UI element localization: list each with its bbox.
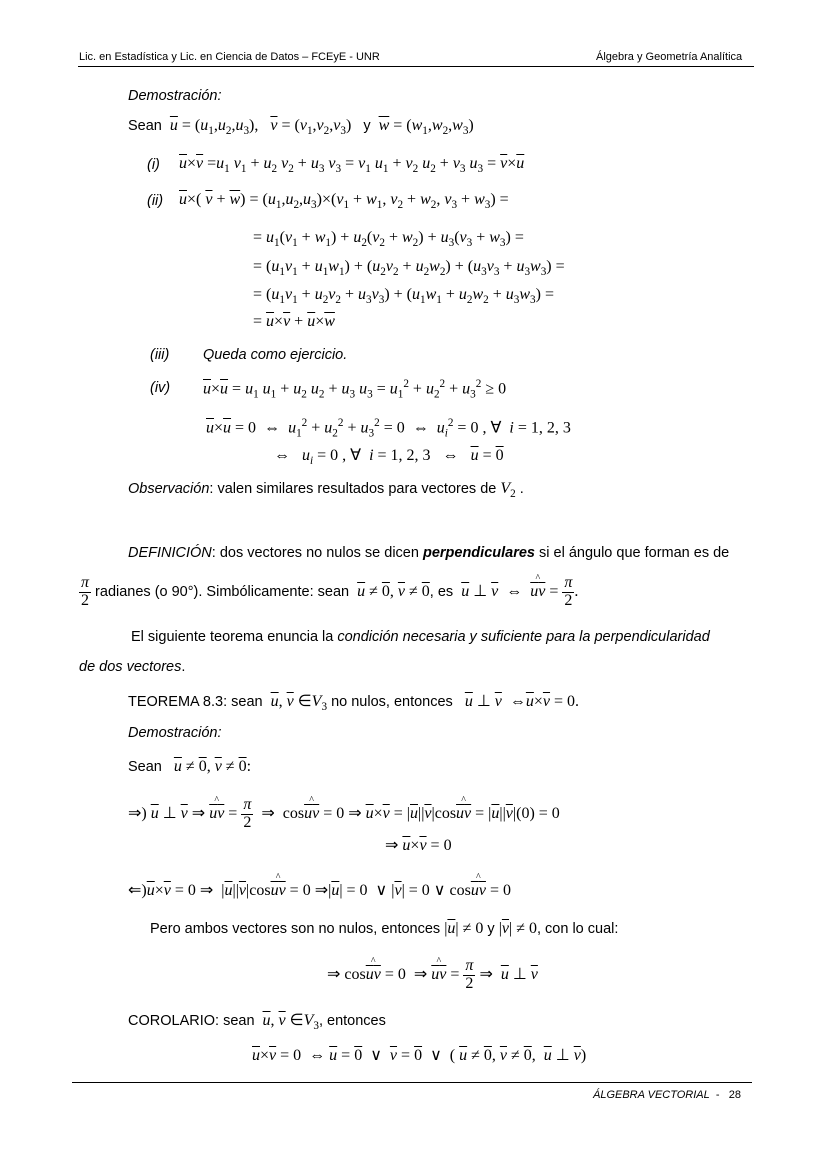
item-ii-formula-2: = $u_1(v_1 + w_1) + u_2(v_2 + w_2) + u_3(v_3 + w_3)$ = <box>253 229 524 250</box>
definicion-line-1: DEFINICIÓN: dos vectores no nulos se dicen perpendiculares si el ángulo que forman es de <box>128 545 730 561</box>
intro-line-1: El siguiente teorema enuncia la condición necesaria y suficiente para la perpendicularidad <box>131 629 710 645</box>
item-ii-formula-5: = $\overline{u}\times\overline{v} + \overline{u}\times\overline{w}$ <box>253 313 335 330</box>
item-ii-formula-4: = $(u_1v_1 + u_2v_2 + u_3v_3) + (u_1w_1 + u_2w_2 + u_3w_3)$ = <box>253 286 554 307</box>
item-i-formula: $\overline{u}\times\overline{v} =u_1$ $v_1 + u_2$ $v_2 + u_3$ $v_3 = v_1$ $u_1 + v_2$ $u_2 + v_3$ $u_3 = \overline{v}\times\overline{u}$ <box>179 155 525 176</box>
footer-sep: - <box>715 1089 720 1101</box>
forward-conclusion: ⇒ $\overline{u}\times\overline{v} = 0$ <box>385 837 452 854</box>
forward-implication: ⇒) $\overline{u}$ ⊥ $\overline{v}$ ⇒ ^ $\overline{u}\overline{v}$ = $\frac{\pi}{2}$ ⇒ cos^ $\overline{u}\overline{v} = 0$ ⇒ $\overline{u}\times\overline{v}$ = $|\overline{u}||\overline{v}|\cos\^{}$ $\overline{u}\overline{v} = |\overline{u}||\overline{v}|(0) = 0$ <box>128 797 560 832</box>
header-right: Álgebra y Geometría Analítica <box>596 51 743 63</box>
footer-section: ÁLGEBRA VECTORIAL <box>593 1089 710 1101</box>
item-iii-label: (iii) <box>150 347 170 363</box>
item-i-label: (i) <box>147 157 160 173</box>
corolario-formula: $\overline{u}\times\overline{v} = 0$ ⇔ $\overline{u} = 0$ ∨ $\overline{v} = 0$ ∨ ( $\overline{u} \ne 0$, $\overline{v} \ne 0$, $\overline{u}$ ⊥ $\overline{v}$) <box>252 1047 587 1064</box>
teorema-line: TEOREMA 8.3: sean $\overline{u}$, $\overline{v}$ $\in V_3$ no nulos, entonces $\overline{u}$ ⊥ $\overline{v}$ $\Leftrightarrow\overline{u}\times\overline{v} = 0$. <box>128 693 580 714</box>
header-left: Lic. en Estadística y Lic. en Ciencia de Datos – FCEyE - UNR <box>79 51 380 63</box>
pero-line: Pero ambos vectores son no nulos, entonces $|\overline{u}| \ne 0$ y $|\overline{v}| \ne 0$, con lo cual: <box>150 920 619 937</box>
observacion-line: Observación: valen similares resultados para vectores de $V_2$ . <box>128 480 524 501</box>
proof2-heading: Demostración: <box>128 725 222 741</box>
proof2-sean-line: Sean $\overline{u} \ne 0$, $\overline{v} \ne 0$: <box>128 758 252 775</box>
item-iv-formula-3: ⇔ $u_i = 0$ , ∀ i = 1, 2, 3 ⇔ $\overline{u} = 0$ <box>274 447 504 468</box>
item-iv-formula-1: $\overline{u}\times\overline{u} = u_1$ $u_1 + u_2$ $u_2 + u_3$ $u_3 = u_1^2 + u_2^2 + u_3^2 \ge 0$ <box>203 378 507 401</box>
footer <box>593 1089 741 1101</box>
item-ii-formula-1: $\overline{u}\times$( $\overline{v} + \overline{w}) = (u_1,u_2,u_3)\times(v_1 + w_1$, $v_2 + w_2$, $v_3 + w_3$) = <box>179 191 509 212</box>
pero-conclusion: ⇒ cos^ $\overline{u}\overline{v} = 0$ ⇒ ^ $\overline{u}\overline{v}$ = $\frac{\pi}{2}$ ⇒ $\overline{u}$ ⊥ $\overline{v}$ <box>327 958 538 993</box>
corolario-line: COROLARIO: sean $\overline{u}$, $\overline{v}$ $\in V_3$, entonces <box>128 1012 386 1033</box>
item-iii-text: Queda como ejercicio. <box>203 347 348 363</box>
item-ii-label: (ii) <box>147 193 164 209</box>
header-rule <box>78 66 754 67</box>
intro-line-2: de dos vectores. <box>79 659 186 675</box>
backward-implication: $⇐)\overline{u}\times\overline{v} = 0$ ⇒ $|\overline{u}||\overline{v}|\cos\^{}$ $\overline{u}\overline{v} = 0$ $\Rightarrow|\overline{u}| = 0$ ∨ $|\overline{v}| = 0$ ∨ cos^ $\overline{u}\overline{v} = 0$ <box>128 880 511 900</box>
item-iv-formula-2: $\overline{u}\times\overline{u} = 0$ ⇔ $u_1^2 + u_2^2 + u_3^2 = 0$ ⇔ $u_i^2 = 0$ , ∀ i = 1, 2, 3 <box>206 417 571 440</box>
item-iv-label: (iv) <box>150 380 171 396</box>
definicion-line-2: $\frac{\pi}{2}$ radianes (o 90°). Simbólicamente: sean $\overline{u} \ne 0$, $\overline{v} \ne 0$, es $\overline{u}$ ⊥ $\overline{v}$ ⇔ ^ $\overline{u}\overline{v}$ = $\frac{\pi}{2}$ . <box>79 575 578 610</box>
footer-rule <box>72 1082 752 1083</box>
item-ii-formula-3: = $(u_1v_1 + u_1w_1) + (u_2v_2 + u_2w_2) + (u_3v_3 + u_3w_3)$ = <box>253 258 565 279</box>
proof1-vectors-line: Sean $\overline{u} = (u_1,u_2,u_3)$, $\overline{v} = (v_1,v_2,v_3)$ y $\overline{w} = (w_1,w_2,w_3)$ <box>128 117 474 138</box>
page-number: 28 <box>728 1089 741 1101</box>
proof1-heading: Demostración: <box>128 88 222 104</box>
